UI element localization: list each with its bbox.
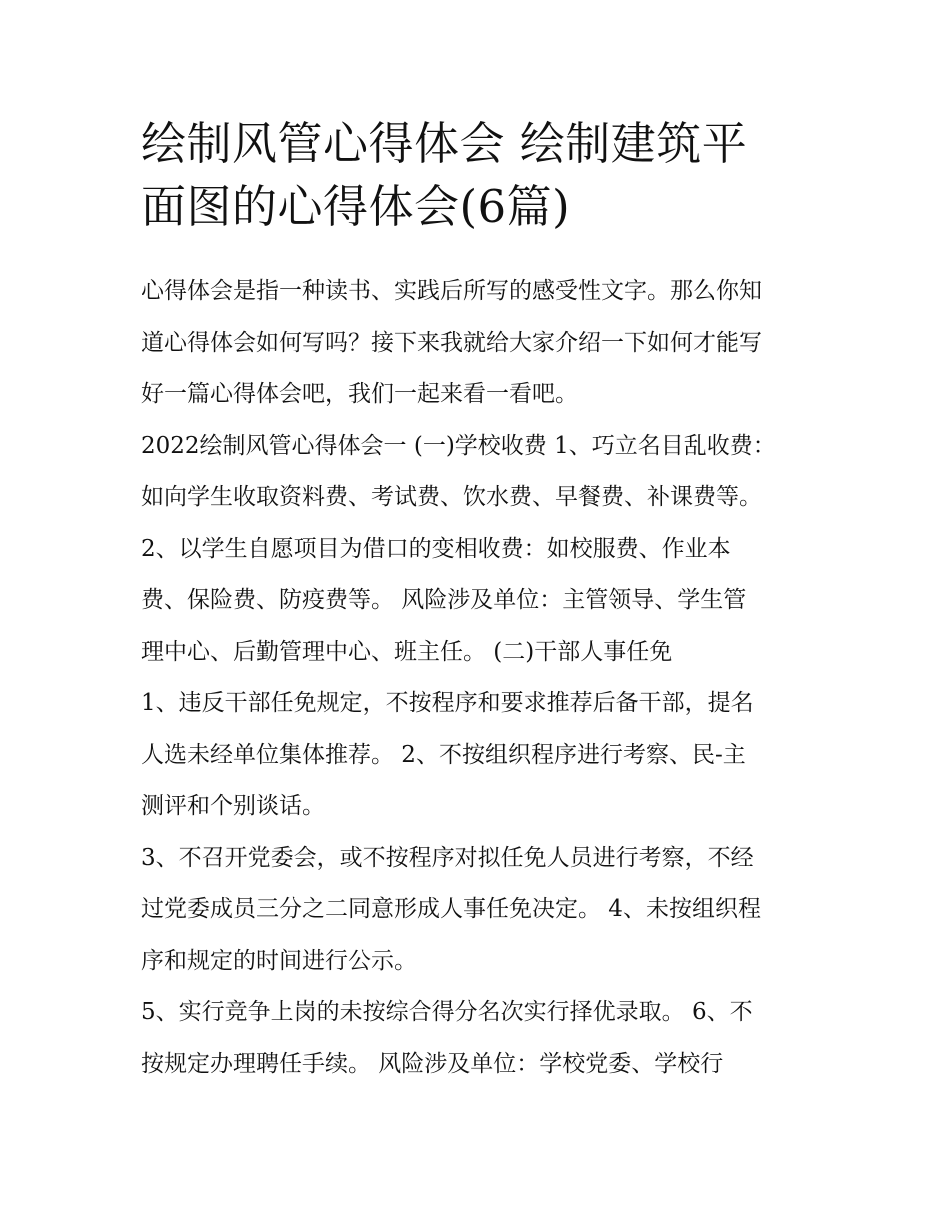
title-line: 面图的心得体会(6篇) [141, 180, 571, 233]
text-line: 如向学生收取资料费、考试费、饮水费、早餐费、补课费等。 [141, 484, 762, 510]
text-line: 费、保险费、防疫费等。 风险涉及单位：主管领导、学生管 [141, 587, 747, 613]
document-title [141, 112, 813, 238]
paragraph-committee [141, 833, 813, 988]
paragraph-cadre-rules [141, 678, 813, 833]
document-page [141, 112, 813, 1090]
paragraph-school-fees [141, 421, 813, 524]
text-line: 3、不召开党委会，或不按程序对拟任免人员进行考察，不经 [141, 844, 754, 871]
text-line: 人选未经单位集体推荐。 2、不按组织程序进行考察、民-主 [141, 741, 746, 768]
text-line: 2、以学生自愿项目为借口的变相收费：如校服费、作业本 [141, 535, 731, 562]
text-line: 1、违反干部任免规定，不按程序和要求推荐后备干部，提名 [141, 690, 754, 716]
text-line: 测评和个别谈话。 [141, 793, 325, 819]
text-line: 5、实行竞争上岗的未按综合得分名次实行择优录取。 6、不 [141, 999, 753, 1025]
paragraph-disguised-fees [141, 524, 813, 679]
paragraph-intro [141, 266, 813, 421]
text-line: 心得体会是指一种读书、实践后所写的感受性文字。那么你知 [141, 278, 762, 304]
text-line: 按规定办理聘任手续。 风险涉及单位：学校党委、学校行 [141, 1050, 724, 1077]
text-line: 序和规定的时间进行公示。 [141, 947, 417, 974]
text-line: 过党委成员三分之二同意形成人事任免决定。 4、未按组织程 [141, 896, 761, 922]
title-line: 绘制风管心得体会 绘制建筑平 [141, 117, 748, 170]
text-line: 好一篇心得体会吧，我们一起来看一看吧。 [141, 381, 578, 407]
paragraph-competition [141, 987, 813, 1090]
text-line: 理中心、后勤管理中心、班主任。 (二)干部人事任免 [141, 638, 673, 665]
text-line: 2022绘制风管心得体会一 (一)学校收费 1、巧立名目乱收费： [141, 432, 776, 459]
text-line: 道心得体会如何写吗？接下来我就给大家介绍一下如何才能写 [141, 329, 762, 356]
